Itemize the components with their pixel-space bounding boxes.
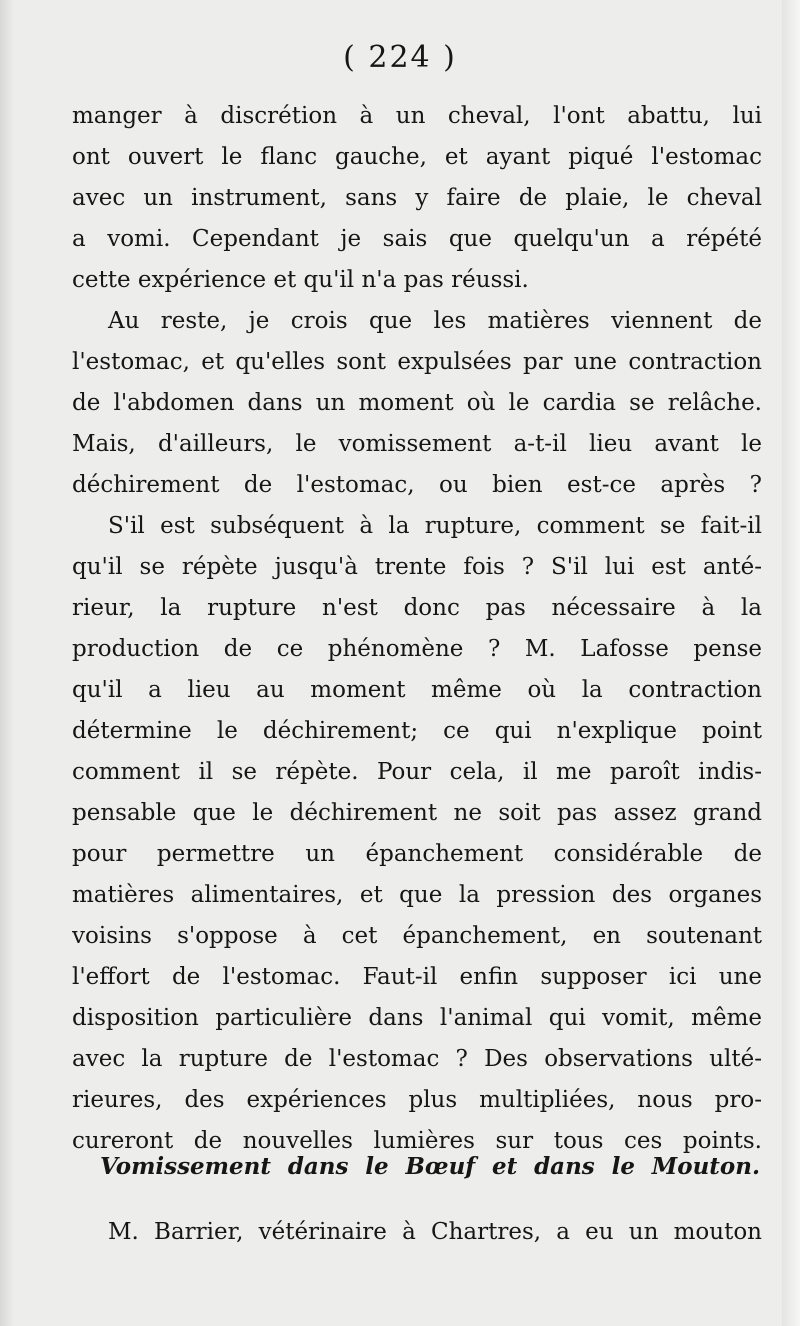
body-text	[72, 96, 762, 1162]
text-line: pensable que le déchirement ne soit pas assez grand	[72, 800, 762, 826]
text-line: comment il se répète. Pour cela, il me paroît indis-	[72, 759, 762, 785]
text-line: matières alimentaires, et que la pression des organes	[72, 882, 762, 908]
text-line: pour permettre un épanchement considérable de	[72, 841, 762, 867]
section-heading: Vomissement dans le Bœuf et dans le Mouton.	[100, 1153, 760, 1180]
text-line: l'estomac, et qu'elles sont expulsées par une contraction	[72, 349, 762, 375]
text-line: cureront de nouvelles lumières sur tous ces points.	[72, 1128, 762, 1154]
text-line: Au reste, je crois que les matières viennent de	[108, 308, 762, 334]
text-line: production de ce phénomène ? M. Lafosse pense	[72, 636, 762, 662]
text-line: déchirement de l'estomac, ou bien est-ce après ?	[72, 472, 762, 498]
text-line: qu'il se répète jusqu'à trente fois ? S'il lui est anté-	[72, 554, 762, 580]
text-line: l'effort de l'estomac. Faut-il enfin supposer ici une	[72, 964, 762, 990]
text-line: voisins s'oppose à cet épanchement, en soutenant	[72, 923, 762, 949]
text-line: S'il est subséquent à la rupture, comment se fait-il	[108, 513, 762, 539]
text-line: ont ouvert le flanc gauche, et ayant piqué l'estomac	[72, 144, 762, 170]
text-line: disposition particulière dans l'animal qui vomit, même	[72, 1005, 762, 1031]
text-line: rieur, la rupture n'est donc pas nécessaire à la	[72, 595, 762, 621]
text-line: cette expérience et qu'il n'a pas réussi.	[72, 267, 529, 293]
text-line: Mais, d'ailleurs, le vomissement a-t-il lieu avant le	[72, 431, 762, 457]
paragraph	[72, 301, 762, 506]
text-line: avec la rupture de l'estomac ? Des observations ulté-	[72, 1046, 762, 1072]
paragraph	[72, 506, 762, 1162]
text-line: de l'abdomen dans un moment où le cardia se relâche.	[72, 390, 762, 416]
text-line: rieures, des expériences plus multipliées, nous pro-	[72, 1087, 762, 1113]
text-line: M. Barrier, vétérinaire à Chartres, a eu un mouton	[108, 1219, 762, 1245]
text-line: détermine le déchirement; ce qui n'explique point	[72, 718, 762, 744]
text-line: qu'il a lieu au moment même où la contraction	[72, 677, 762, 703]
text-line: manger à discrétion à un cheval, l'ont abattu, lui	[72, 103, 762, 129]
page-number: ( 224 )	[343, 40, 457, 75]
paragraph	[72, 96, 762, 301]
text-line: a vomi. Cependant je sais que quelqu'un a répété	[72, 226, 762, 252]
text-line: avec un instrument, sans y faire de plaie, le cheval	[72, 185, 762, 211]
